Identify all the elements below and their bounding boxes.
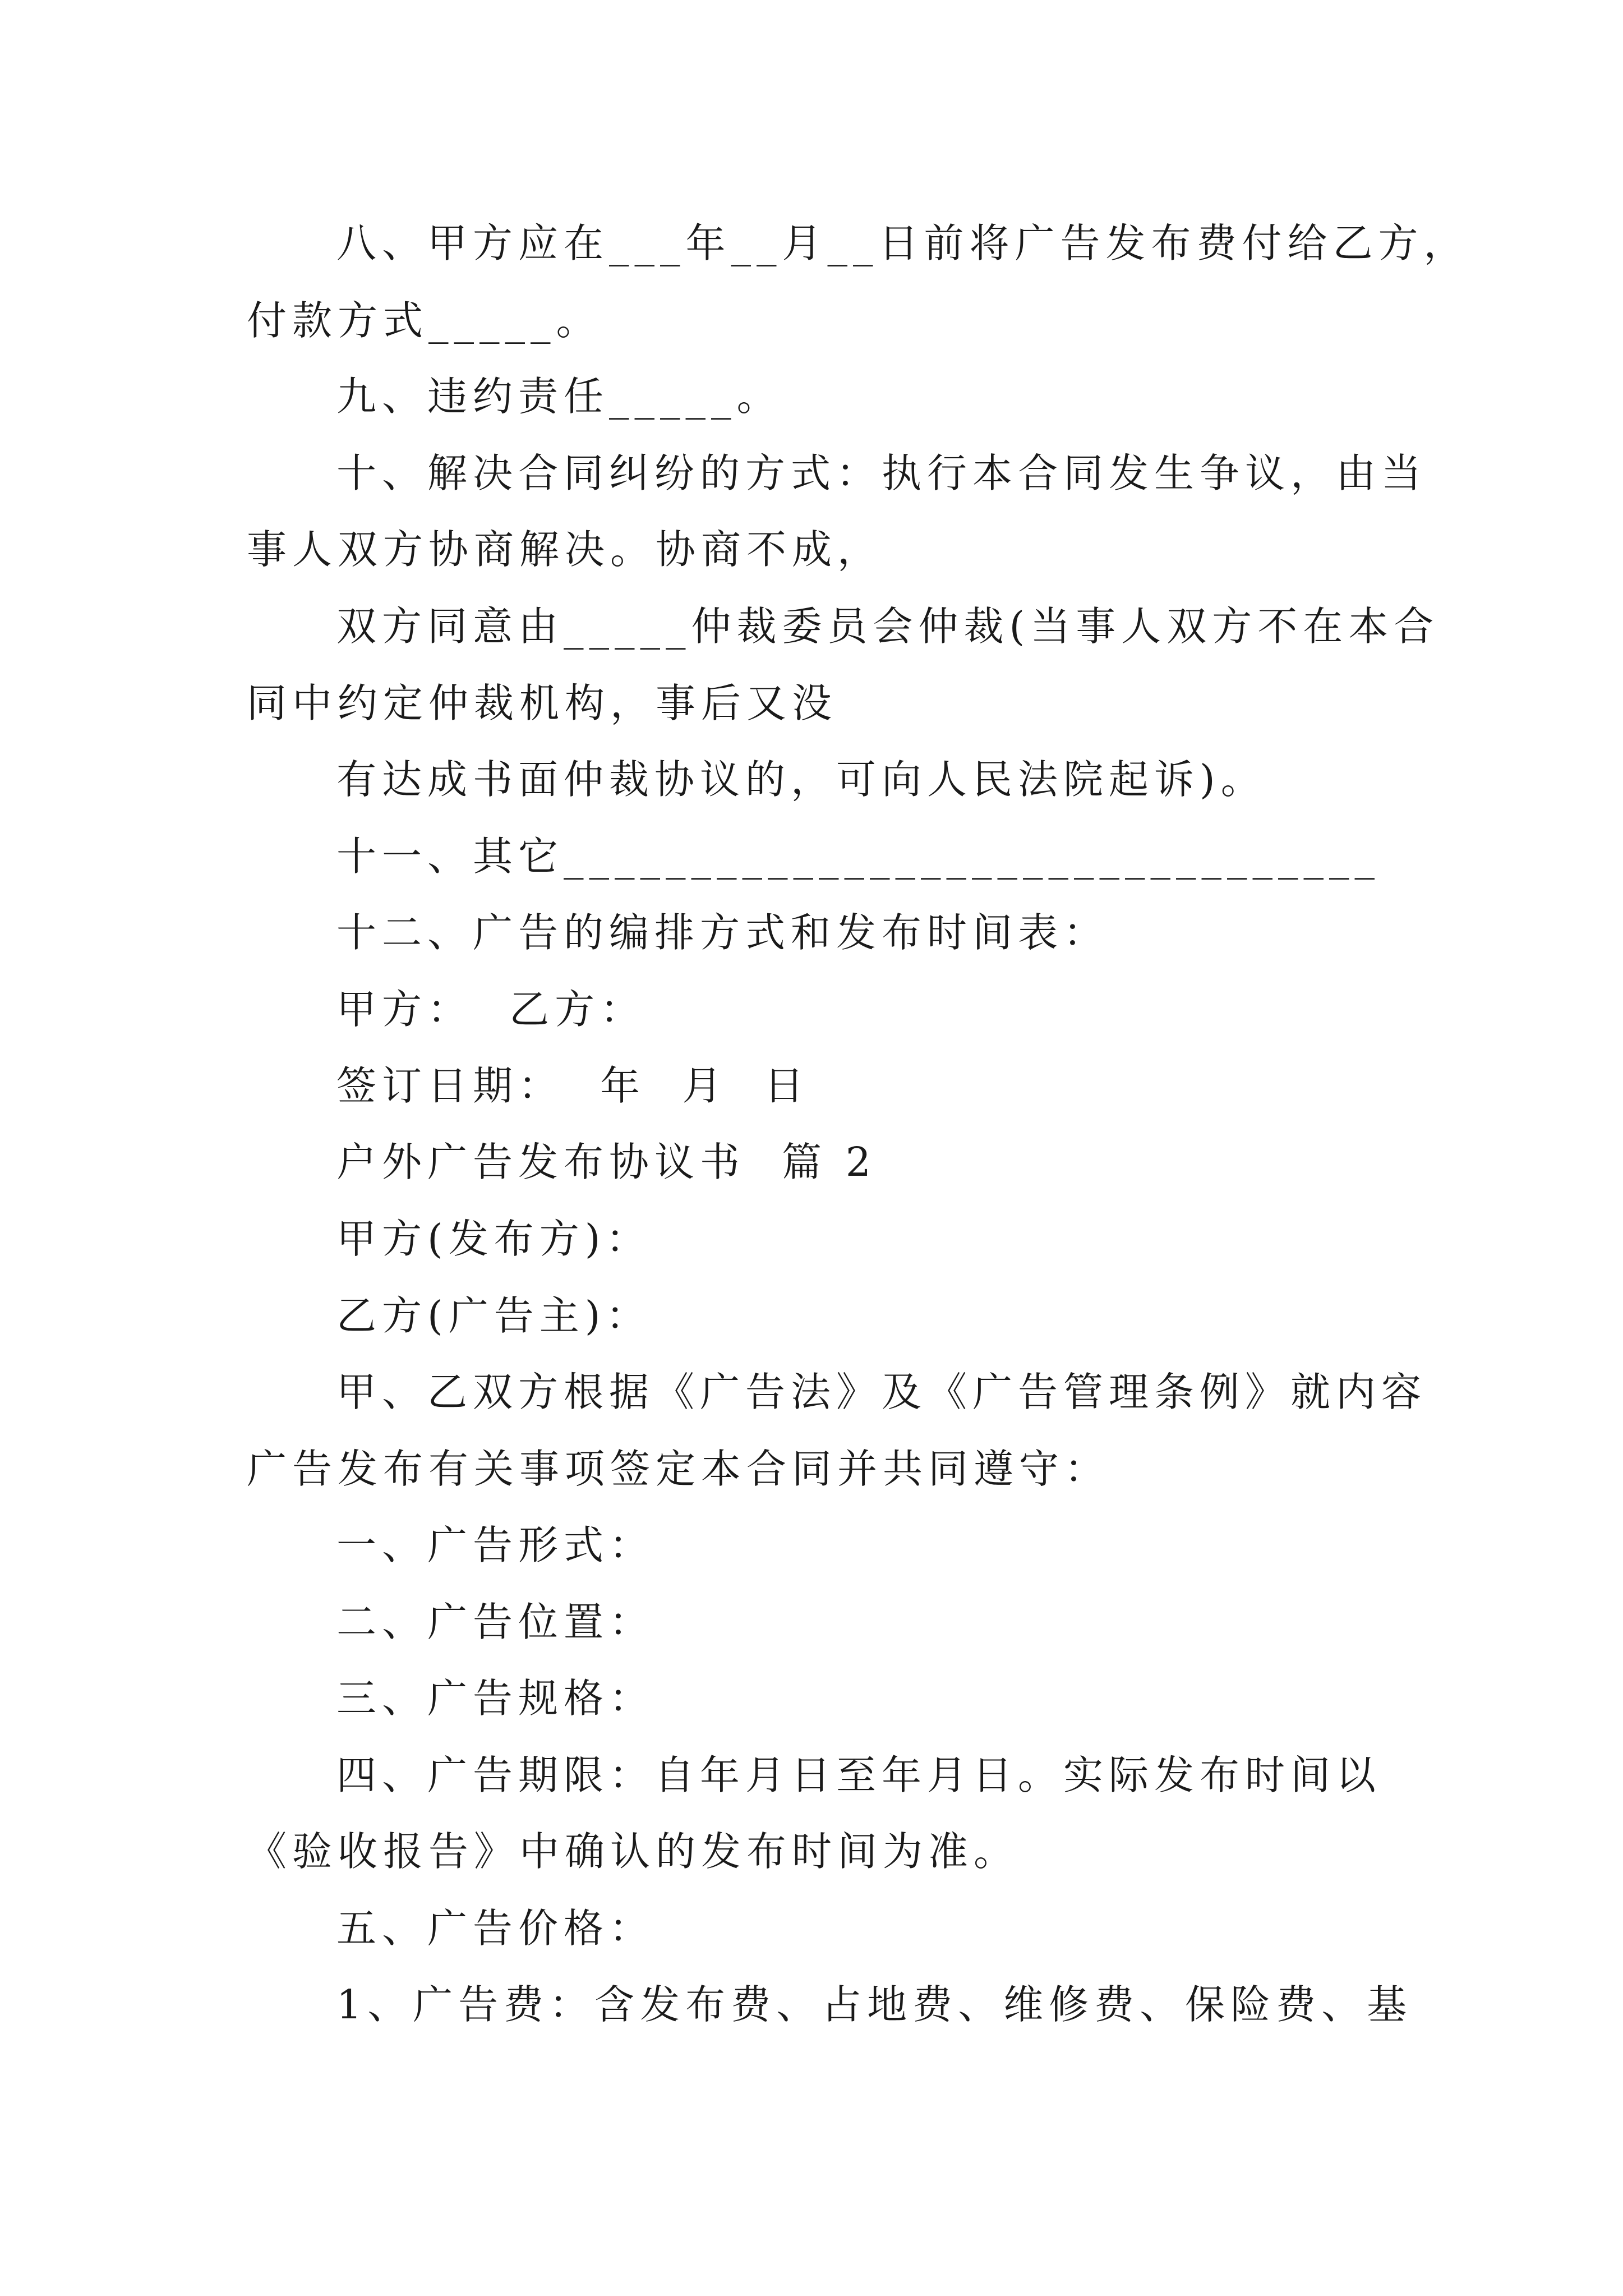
item-ad-location: 二、广告位置： — [336, 1599, 655, 1645]
item-ad-price: 五、广告价格： — [336, 1905, 655, 1952]
preamble-line-2: 广告发布有关事项签定本合同并共同遵守： — [247, 1446, 1110, 1492]
signing-date: 签订日期： 年 月 日 — [336, 1062, 810, 1109]
clause-9: 九、违约责任_____。 — [336, 373, 782, 420]
clause-10-line-1: 十、解决合同纠纷的方式：执行本合同发生争议，由当 — [336, 450, 1427, 496]
arbitration-line-3: 有达成书面仲裁协议的，可向人民法院起诉)。 — [336, 756, 1266, 803]
item-ad-period-line-1: 四、广告期限：自年月日至年月日。实际发布时间以 — [336, 1752, 1382, 1798]
item-ad-fee: 1、广告费：含发布费、占地费、维修费、保险费、基 — [336, 1981, 1413, 2028]
clause-12: 十二、广告的编排方式和发布时间表： — [336, 909, 1109, 956]
arbitration-line-1: 双方同意由_____仲裁委员会仲裁(当事人双方不在本合 — [336, 603, 1440, 650]
section-title-part-2: 户外广告发布协议书 篇 2 — [336, 1139, 877, 1185]
preamble-line-1: 甲、乙双方根据《广告法》及《广告管理条例》就内容 — [336, 1369, 1427, 1415]
party-b-advertiser: 乙方(广告主)： — [336, 1292, 652, 1339]
clause-8-line-1: 八、甲方应在___年__月__日前将广告发布费付给乙方， — [336, 220, 1469, 266]
signatories: 甲方： 乙方： — [336, 986, 646, 1033]
arbitration-line-2: 同中约定仲裁机构，事后又没 — [247, 680, 838, 726]
clause-11: 十一、其它________________________________ — [336, 833, 1381, 880]
item-ad-specification: 三、广告规格： — [336, 1675, 655, 1722]
item-ad-period-line-2: 《验收报告》中确认的发布时间为准。 — [247, 1828, 1020, 1875]
item-ad-form: 一、广告形式： — [336, 1522, 655, 1568]
party-a-publisher: 甲方(发布方)： — [336, 1216, 652, 1262]
clause-10-line-2: 事人双方协商解决。协商不成， — [247, 526, 883, 573]
clause-8-line-2: 付款方式_____。 — [247, 297, 602, 344]
